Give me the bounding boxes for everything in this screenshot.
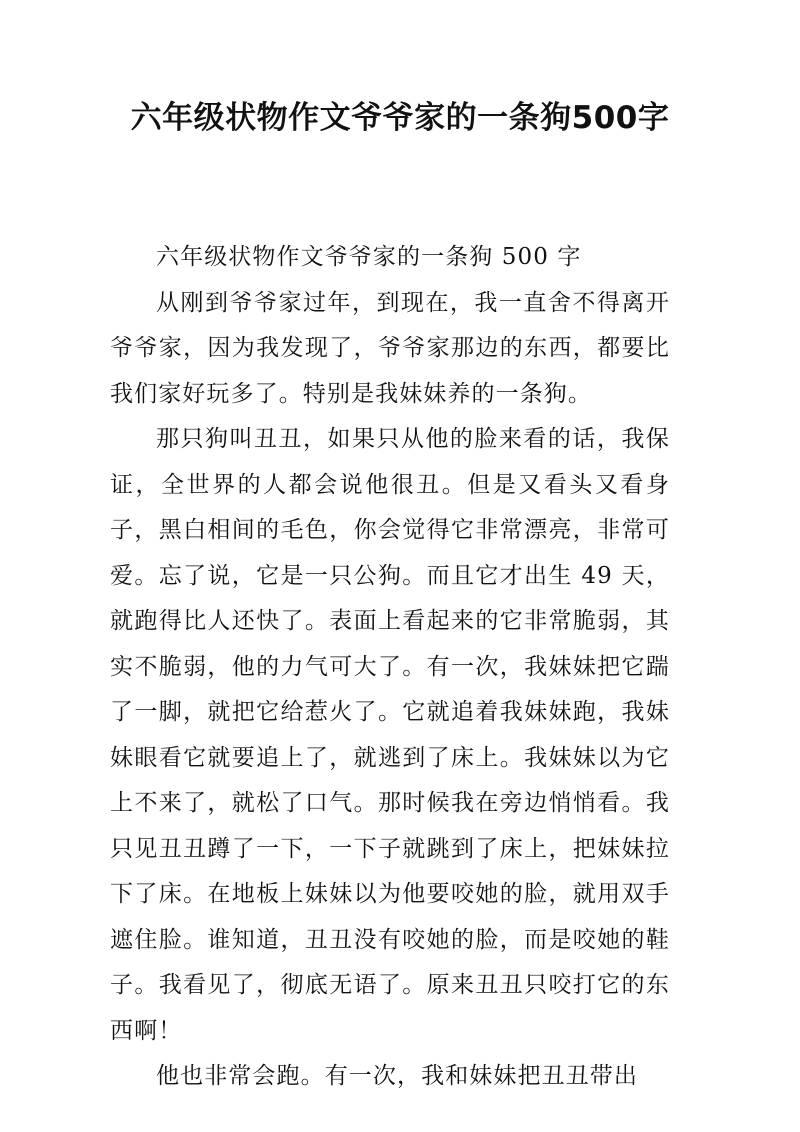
paragraph-running: 他也非常会跑。有一次，我和妹妹把丑丑带出 — [156, 1063, 638, 1089]
paragraph-heading-line: 六年级状物作文爷爷家的一条狗 500 字 — [156, 244, 582, 270]
document-title: 六年级状物作文爷爷家的一条狗500字 — [130, 100, 670, 136]
paragraph-intro: 从刚到爷爷家过年，到现在，我一直舍不得离开爷爷家，因为我发现了，爷爷家那边的东西，都要比我们家好玩多了。特别是我妹妹养的一条狗。 — [110, 289, 670, 407]
paragraph-dog-description: 那只狗叫丑丑，如果只从他的脸来看的话，我保证，全世界的人都会说他很丑。但是又看头又看身子，黑白相间的毛色，你会觉得它非常漂亮，非常可爱。忘了说，它是一只公狗。而且它才出生 49 天，就跑得比人还快了。表面上看起来的它非常脆弱，其实不脆弱，他的力气可大了。有一次，我妹妹把它踹了一脚，就把它给惹火了。它就追着我妹妹跑，我妹妹眼看它就要追上了，就逃到了床上。我妹妹以为它上不来了，就松了口气。那时候我在旁边悄悄看。我只见丑丑蹲了一下，一下子就跳到了床上，把妹妹拉下了床。在地板上妹妹以为他要咬她的脸，就用双手遮住脸。谁知道，丑丑没有咬她的脸，而是咬她的鞋子。我看见了，彻底无语了。原来丑丑只咬打它的东西啊！ — [110, 426, 670, 1044]
document-body — [110, 235, 670, 1100]
